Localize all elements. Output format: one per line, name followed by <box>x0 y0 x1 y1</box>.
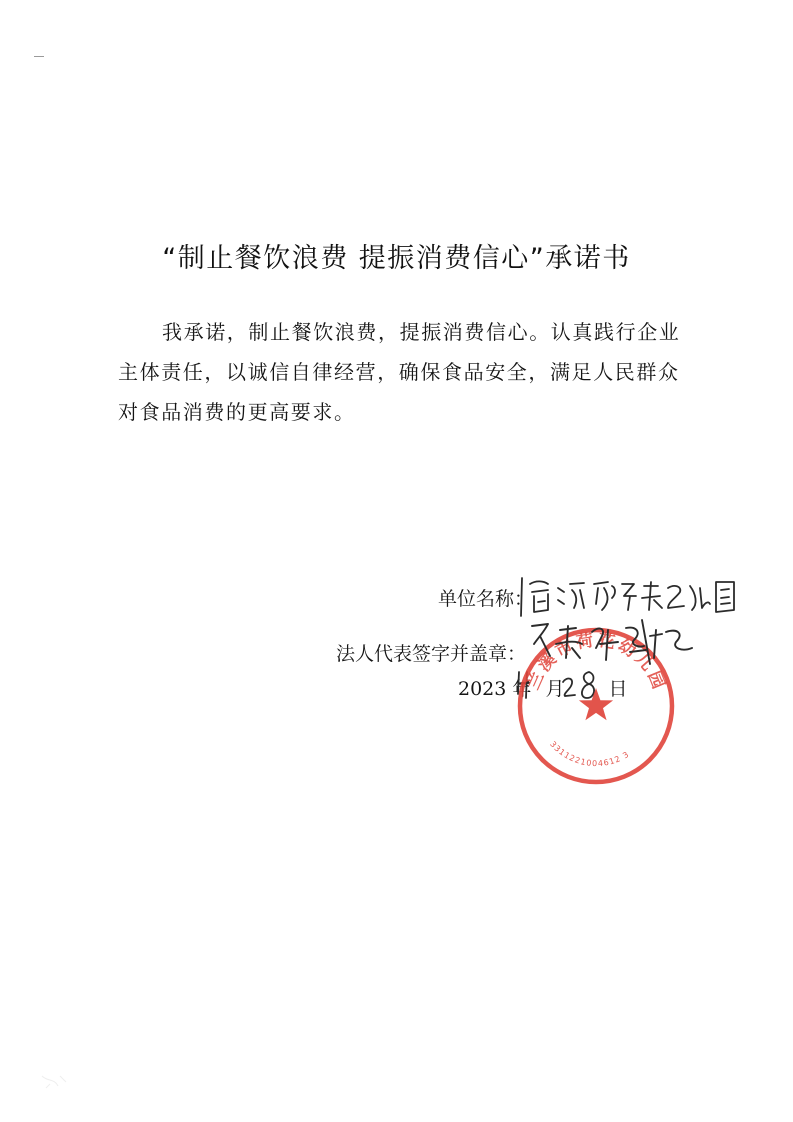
handwritten-unit-name <box>518 574 738 620</box>
seal-ring-text: 兰溪市荷花幼儿园 <box>523 630 670 695</box>
seal-star-icon <box>579 688 613 720</box>
document-title: “制止餐饮浪费 提振消费信心”承诺书 <box>162 243 631 274</box>
legal-rep-label: 法人代表签字并盖章： <box>336 643 527 665</box>
date-month-char: 月 <box>545 678 565 700</box>
seal-code: 3311221004612 3 <box>548 739 632 769</box>
pledge-line-1: 我承诺，制止餐饮浪费，提振消费信心。认真践行企业 <box>162 320 681 344</box>
pledge-line-3: 对食品消费的更高要求。 <box>118 400 356 424</box>
date-year-char: 年 <box>512 678 532 700</box>
handwritten-signature <box>526 618 696 668</box>
date-year: 2023 <box>458 678 507 700</box>
scan-artifact <box>34 56 44 57</box>
date-day-char: 日 <box>608 678 628 700</box>
unit-name-label: 单位名称： <box>438 588 534 610</box>
pledge-line-2: 主体责任，以诚信自律经营，确保食品安全，满足人民群众 <box>118 360 680 384</box>
scan-smudge <box>40 1072 70 1092</box>
pledge-body <box>118 312 698 432</box>
